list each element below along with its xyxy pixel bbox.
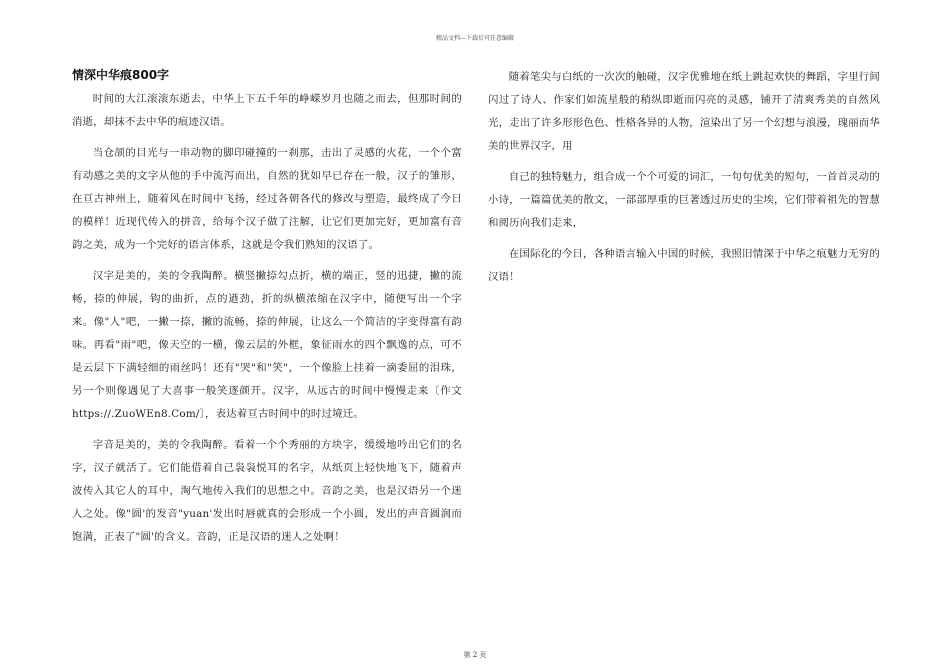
document-title: 情深中华痕800字	[72, 68, 170, 82]
document-header-note: 精品文档---下载后可任意编辑	[435, 35, 515, 42]
page-number: 第 2 页	[463, 651, 487, 659]
paragraph-writing-dance: 随着笔尖与白纸的一次次的触碰，汉字优雅地在纸上跳起欢快的舞蹈，字里行间闪过了诗人、作家们如流星般的稍纵即逝而闪亮的灵感，铺开了清爽秀美的自然风光，走出了许多形形色色、性格各异的人物，渲染出了另一个幻想与浪漫，瑰丽而华美的世界汉字，用	[488, 71, 880, 152]
paragraph-character-beauty: 汉字是美的，美的令我陶醉。横竖撇捺勾点折，横的端正，竖的迅捷，撇的流畅，捺的伸展，钩的曲折，点的遒劲，折的纵横浓缩在汉字中，随便写出一个字来。像"人"吧，一撇一捺，撇的流畅，捺的伸展，让这么一个简洁的字变得富有韵味。再看"雨"吧，像天空的一横，像云层的外框，象征雨水的四个飘逸的点，可不是云层下下满轻细的雨丝吗！还有"哭"和"笑"，一个像脸上挂着一滴委屈的泪珠，另一个则像遇见了大喜事一般笑逐颜开。汉字，从远古的时间中慢慢走来〔作文https://.ZuoWEn8.Com/〕，表达着亘古时间中的时过境迁。	[72, 270, 462, 420]
paragraph-cangjie: 当仓颉的目光与一串动物的脚印碰撞的一刹那，击出了灵感的火花，一个个富有动感之美的文字从他的手中流泻而出，自然的犹如早已存在一般，汉子的雏形，在亘古神州上，随着风在时间中飞扬，经过各朝各代的修改与塑造，最终成了今日的模样！近现代传入的拼音，给每个汉子做了注解，让它们更加完好，更加富有音韵之美，成为一个完好的语言体系，这就是令我们熟知的汉语了。	[72, 147, 462, 251]
paragraph-conclusion: 在国际化的今日，各种语言输入中国的时候，我照旧情深于中华之痕魅力无穷的汉语！	[488, 248, 880, 283]
right-column	[488, 66, 880, 297]
left-column	[72, 66, 462, 557]
paragraph-charm: 自己的独特魅力，组合成一个个可爱的词汇，一句句优美的短句，一首首灵动的小诗，一篇篇优美的散文，一部部厚重的巨著透过历史的尘埃，它们带着祖先的智慧和阅历向我们走来，	[488, 171, 880, 229]
paragraph-sound-beauty: 字音是美的，美的令我陶醉。看着一个个秀丽的方块字，缓缓地吟出它们的名字，汉子就活了。它们能借着自己袅袅悦耳的名字，从纸页上轻快地飞下，随着声波传入其它人的耳中，淘气地传入我们的思想之中。音韵之美，也是汉语另一个迷人之处。像"圆'的发音"yuan'发出时唇就真的会形成一个小圆，发出的声音圆润而饱满，正表了"圆'的含义。音韵，正是汉语的迷人之处啊！	[72, 439, 462, 543]
paragraph-intro: 时间的大江滚滚东逝去，中华上下五千年的峥嵘岁月也随之而去，但那时间的消逝，却抹不去中华的痕迹汉语。	[72, 93, 462, 128]
